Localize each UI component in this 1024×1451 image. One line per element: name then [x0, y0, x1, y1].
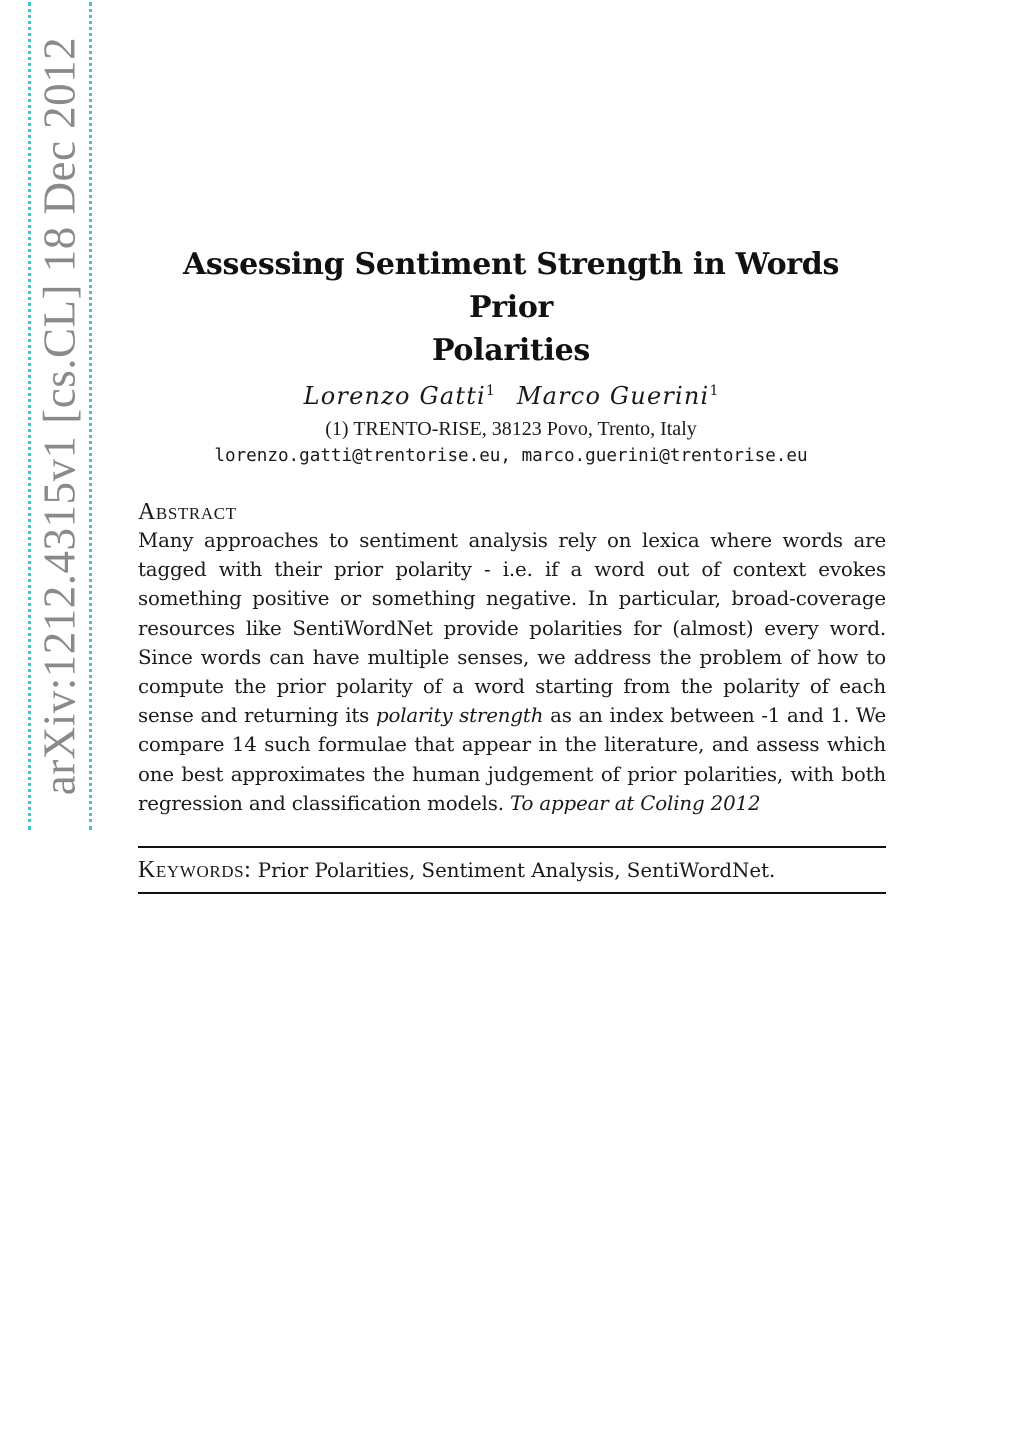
paper-title-line-1: Assessing Sentiment Strength in Words Prior	[182, 247, 840, 325]
affiliation: (1) TRENTO-RISE, 38123 Povo, Trento, Italy	[325, 418, 697, 440]
abstract-emphasis: polarity strength	[375, 704, 544, 728]
paper-title	[140, 243, 882, 372]
keywords-bottom-rule	[138, 892, 886, 894]
abstract-text-part-2: as an index between -1 and 1. We compare 14 such formulae that appear in the literature, and assess which one best approximates the human judgement of prior polarities, with both regression and classification models.	[138, 704, 886, 815]
abstract-text	[138, 526, 886, 818]
author-emails: lorenzo.gatti@trentorise.eu, marco.guerini@trentorise.eu	[214, 446, 808, 466]
author-list	[140, 382, 882, 410]
publication-note: To appear at Coling 2012	[510, 791, 761, 815]
keywords-top-rule	[138, 846, 886, 848]
keywords-line	[138, 857, 775, 884]
arxiv-identifier: arXiv:1212.4315v1 [cs.CL] 18 Dec 2012	[34, 36, 85, 796]
keywords-label: Keywords:	[138, 857, 252, 883]
abstract-heading: Abstract	[138, 499, 237, 525]
abstract-text-part-1: Many approaches to sentiment analysis rely on lexica where words are tagged with their prior polarity - i.e. if a word out of context evokes something positive or something negative. In particular, broad-coverage resources like SentiWordNet provide polarities for (almost) every word. Since words can have multiple senses, we address the problem of how to compute the prior polarity of a word starting from the polarity of each sense and returning its	[138, 529, 886, 728]
paper-title-line-2: Polarities	[431, 333, 591, 368]
author-name: Marco Guerini	[516, 382, 710, 410]
arxiv-stamp	[28, 2, 92, 830]
keywords-text: Prior Polarities, Sentiment Analysis, SentiWordNet.	[257, 859, 776, 882]
affiliation-mark: 1	[709, 383, 719, 399]
affiliation-mark: 1	[485, 383, 495, 399]
author-name: Lorenzo Gatti	[303, 382, 486, 410]
